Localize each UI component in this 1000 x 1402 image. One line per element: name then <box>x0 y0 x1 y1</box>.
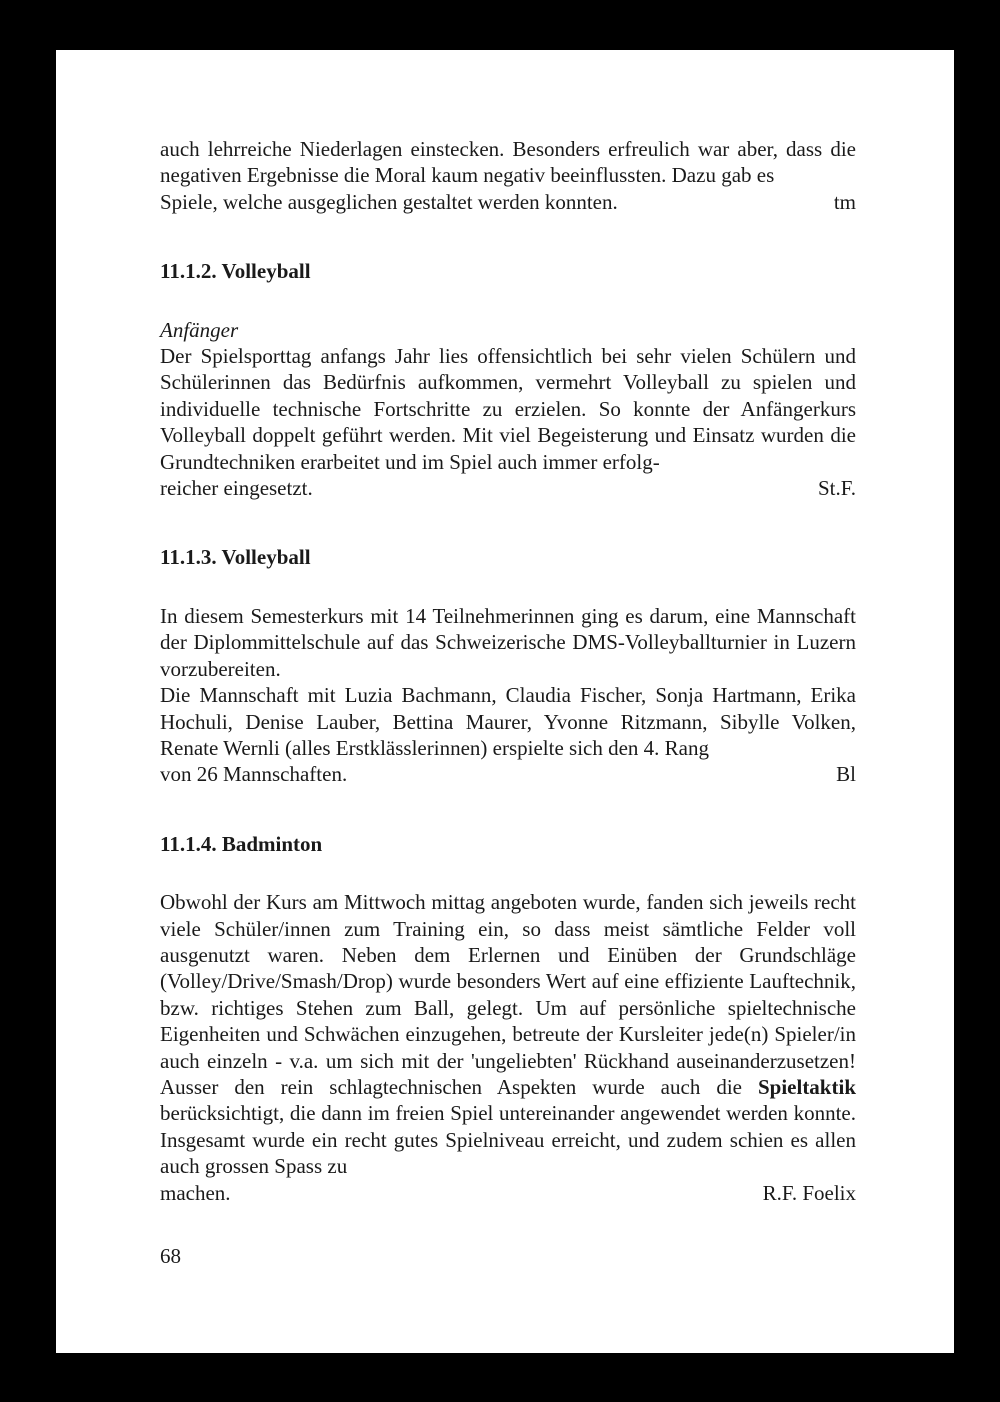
section-2-last-text: von 26 Mannschaften. <box>160 762 348 787</box>
section-2-signature: Bl <box>836 762 856 787</box>
section-2-paragraph-2: Die Mannschaft mit Luzia Bachmann, Claudia Fischer, Sonja Hartmann, Erika Hochuli, Denise Lauber, Bettina Maurer, Yvonne Ritzmann, Sibylle Volken, Renate Wernli (alles Erstklässlerinnen) erspielte sich den 4. Rang <box>160 683 856 760</box>
document-page <box>56 50 954 1353</box>
page-content <box>160 136 856 1206</box>
section-subheading-anfaenger: Anfänger <box>160 317 239 342</box>
section-heading-volleyball-beginners: 11.1.2. Volleyball <box>160 259 311 284</box>
section-3-text-a: Obwohl der Kurs am Mittwoch mittag angeboten wurde, fanden sich jeweils recht viele Schüler/innen zum Training ein, so dass meist sämtliche Felder voll ausgenutzt waren. Neben dem Erlernen und Einüben der Grundschläge (Volley/Drive/Smash/Drop) wurde besonders Wert auf eine effiziente Lauftechnik, bzw. richtiges Stehen zum Ball, gelegt. Um auf persönliche spieltechnische Eigenheiten und Schwächen einzugehen, betreute der Kursleiter jede(n) Spieler/in auch einzeln - v.a. um sich mit der 'ungeliebten' Rückhand auseinanderzusetzen! Ausser den rein schlagtechnischen Aspekten wurde auch die <box>160 890 856 1099</box>
section-2-last-line <box>160 761 856 787</box>
intro-last-text: Spiele, welche ausgeglichen gestaltet werden konnten. <box>160 189 618 214</box>
section-3-last-line <box>160 1180 856 1206</box>
section-1-body: Der Spielsporttag anfangs Jahr lies offensichtlich bei sehr vielen Schülern und Schülerinnen das Bedürfnis aufkommen, vermehrt Volleyball zu spielen und individuelle technische Fortschritte zu erzielen. So konnte der Anfängerkurs Volleyball doppelt geführt werden. Mit viel Begeisterung und Einsatz wurden die Grundtechniken erarbeitet und im Spiel auch immer erfolg- <box>160 344 856 474</box>
section-heading-badminton: 11.1.4. Badminton <box>160 831 323 856</box>
section-1-last-text: reicher eingesetzt. <box>160 476 313 501</box>
intro-paragraph: auch lehrreiche Niederlagen einstecken. Besonders erfreulich war aber, dass die negativen Ergebnisse die Moral kaum negativ beeinflussten. Dazu gab es <box>160 137 856 188</box>
section-3-text-b: berücksichtigt, die dann im freien Spiel untereinander angewendet werden konnte. Insgesamt wurde ein recht gutes Spielniveau erreicht, und zudem schien es allen auch grossen Spass zu <box>160 1101 856 1179</box>
section-3-signature: R.F. Foelix <box>762 1180 856 1205</box>
intro-last-line <box>160 189 856 215</box>
section-3-bold-term: Spieltaktik <box>757 1074 856 1099</box>
intro-signature: tm <box>833 189 856 214</box>
section-heading-volleyball-semester: 11.1.3. Volleyball <box>160 545 311 570</box>
section-3-body <box>160 889 856 1179</box>
section-1-last-line <box>160 475 856 501</box>
section-3-last-text: machen. <box>160 1180 231 1205</box>
section-2-paragraph-1: In diesem Semesterkurs mit 14 Teilnehmerinnen ging es darum, eine Mannschaft der Diplommittelschule auf das Schweizerische DMS-Volleyballturnier in Luzern vorzubereiten. <box>160 603 856 681</box>
page-number: 68 <box>160 1244 181 1268</box>
section-1-signature: St.F. <box>817 476 856 501</box>
